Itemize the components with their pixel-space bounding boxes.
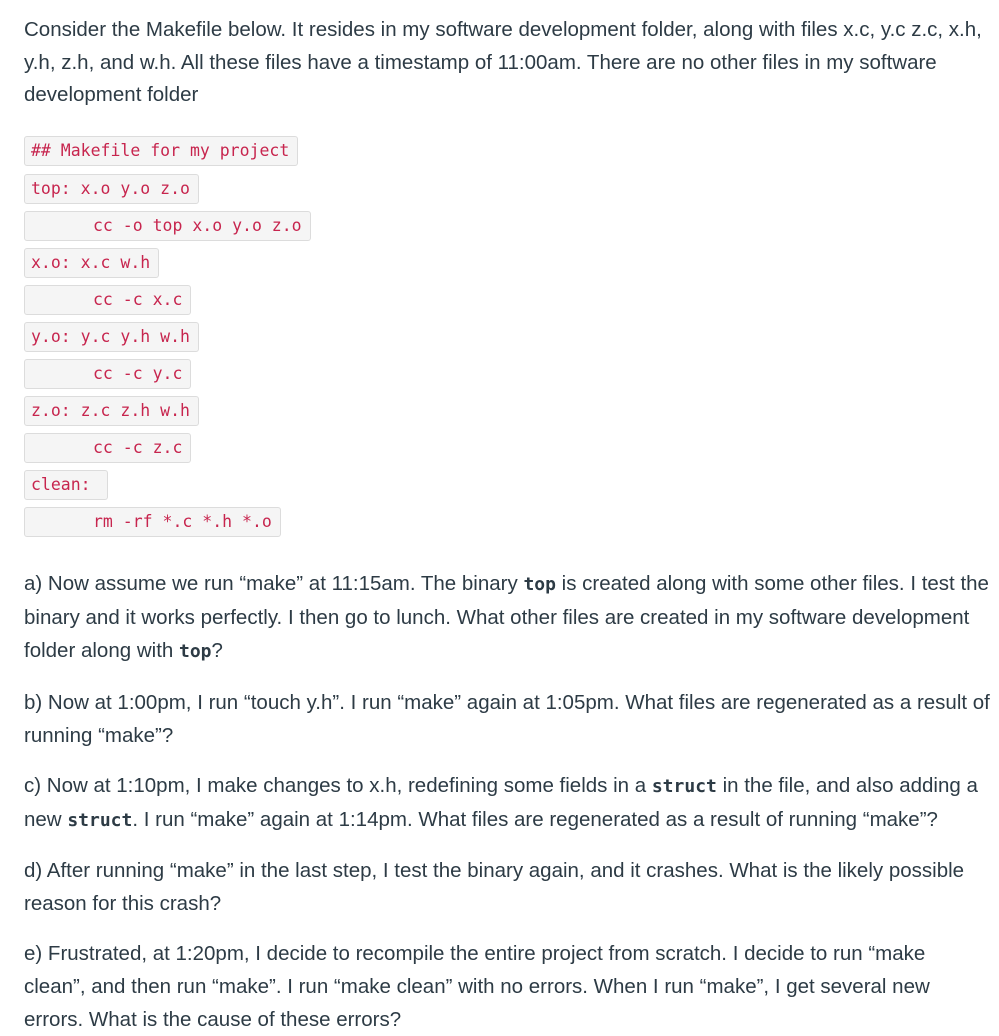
question-b: b) Now at 1:00pm, I run “touch y.h”. I run “make” again at 1:05pm. What files are regenerated as a result of running “make”? (24, 690, 990, 747)
makefile-x-recipe (24, 285, 191, 315)
makefile-code-block (24, 136, 992, 537)
makefile-clean-recipe-text: rm -rf *.c *.h *.o (93, 511, 272, 531)
question-a-text-3: ? (211, 638, 223, 662)
makefile-clean-recipe (24, 507, 281, 537)
question-a-code-top-2: top (178, 640, 212, 662)
makefile-z-recipe (24, 433, 191, 463)
question-content (24, 14, 992, 1036)
makefile-top-recipe-text: cc -o top x.o y.o z.o (93, 215, 302, 235)
makefile-z-target: z.o: z.c z.h w.h (24, 396, 199, 426)
makefile-clean-target (24, 470, 108, 500)
question-e: e) Frustrated, at 1:20pm, I decide to recompile the entire project from scratch. I decide to run “make clean”, and then run “make”. I run “make clean” with no errors. When I run “make”, I get several new errors. What is the cause of these errors? (24, 941, 930, 1031)
makefile-y-recipe-text: cc -c y.c (93, 363, 183, 383)
makefile-clean-target-text: clean: (31, 474, 91, 494)
makefile-top-recipe (24, 211, 311, 241)
makefile-top-target: top: x.o y.o z.o (24, 174, 199, 204)
question-c (24, 769, 992, 837)
question-c-code-struct: struct (651, 775, 717, 797)
question-c-code-struct-2: struct (67, 809, 133, 831)
question-a-text-1: a) Now assume we run “make” at 11:15am. The binary (24, 571, 524, 595)
makefile-x-recipe-text: cc -c x.c (93, 289, 183, 309)
makefile-comment: ## Makefile for my project (24, 136, 298, 166)
intro-paragraph: Consider the Makefile below. It resides in my software development folder, along with files x.c, y.c z.c, x.h, y.h, z.h, and w.h. All these files have a timestamp of 11:00am. There are no other files in my software development folder (24, 18, 982, 106)
question-a-text-2: is created along with some other files. I test the binary and it works perfectly. I then go to lunch. What other files are created in my software development folder along with (24, 571, 989, 662)
question-a (24, 567, 992, 668)
makefile-x-target: x.o: x.c w.h (24, 248, 159, 278)
question-c-text-1: c) Now at 1:10pm, I make changes to x.h, redefining some fields in a (24, 773, 652, 797)
makefile-z-recipe-text: cc -c z.c (93, 437, 183, 457)
makefile-y-target: y.o: y.c y.h w.h (24, 322, 199, 352)
question-c-text-3: . I run “make” again at 1:14pm. What files are regenerated as a result of running “make”? (132, 807, 938, 831)
makefile-y-recipe (24, 359, 191, 389)
question-a-code-top: top (523, 573, 556, 595)
question-c-text-2: in the file, and also adding a new (24, 773, 978, 831)
question-d: d) After running “make” in the last step, I test the binary again, and it crashes. What is the likely possible reason for this crash? (24, 858, 965, 915)
